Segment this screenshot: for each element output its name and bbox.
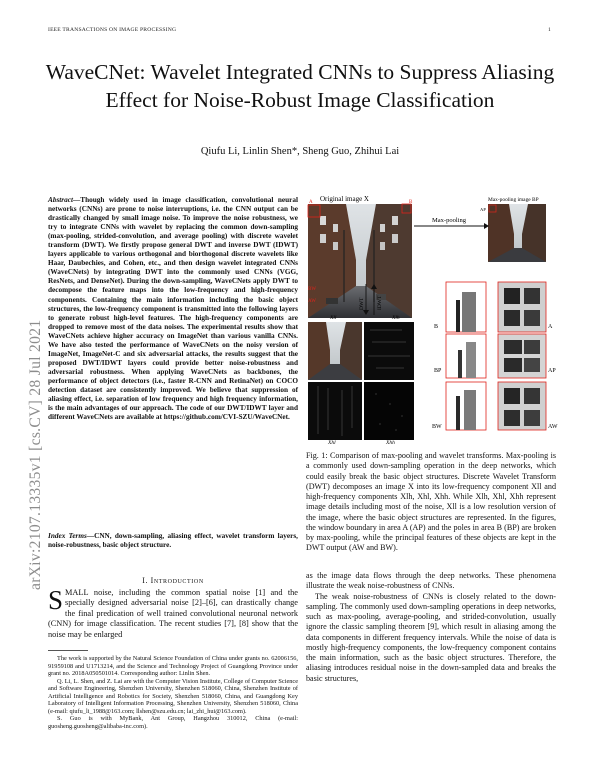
dwt-xhl-subband [308, 382, 362, 440]
index-terms-label: Index Terms [48, 532, 87, 540]
footnote-rule [48, 650, 88, 651]
right-paragraph-2: The weak noise-robustness of CNNs is closely related to the down-sampling. The commonly used down-sampling operations in deep networks, such as max-pooling, average-pooling, and strided-convolution, usually ignore the classic sampling theorem [9], which result in aliasing among the data components in different frequency intervals. While the noise of data is mostly high-frequency components, the low-frequency component contains the main information, such as the basic object structures. Therefore, the aliasing introduces residual noise in the down-sampled data and breaks the basic structures, [306, 591, 556, 683]
tag-b-top: B [409, 200, 413, 205]
dwt-label: DWT [359, 297, 365, 310]
dwt-xlh-subband [364, 322, 414, 380]
tag-xll: Xll [330, 315, 337, 321]
dwt-xll-subband [308, 322, 362, 380]
maxpool-street-image [488, 204, 546, 262]
tag-a-top: A [309, 200, 313, 205]
abstract [48, 196, 298, 422]
right-paragraph-1: as the image data flows through the deep networks. These phenomena illustrate the weak noise-robustness of CNNs. [306, 571, 556, 591]
footnote-funding: The work is supported by the Natural Science Foundation of China under grants no. 62006156, 91959108 and U1713214, and the Science and Technology Project of Guangdong Province under grant no. 2018A050501014. Corresponding author: Linlin Shen. [48, 655, 298, 677]
section-heading-text: I. Introduction [142, 576, 204, 585]
zoom-panel-ap [498, 334, 546, 378]
tag-xlh: Xlh [392, 315, 400, 321]
tag-xhl: Xhl [328, 440, 336, 446]
tag-a-panel: A [548, 324, 553, 330]
intro-text: noise, including the common spatial noise [1] and the specially designed adversarial noise [2]–[6], can drastically change the final predication of well trained convolutional neuronal network (CNN) for image classification. The recent studies [7], [8] show that the noise may be enlarged [48, 588, 298, 639]
right-column-text [306, 571, 556, 684]
footnotes [48, 655, 298, 730]
maxpool-image-label: Max-pooling image BP [488, 197, 539, 203]
abstract-label: Abstract [48, 196, 73, 204]
zoom-panel-b [446, 282, 486, 332]
tag-bw-left: BW [308, 287, 317, 292]
drop-cap: S [48, 585, 64, 615]
tag-aw-panel: AW [548, 424, 558, 430]
intro-lead: MALL [65, 588, 89, 597]
author-list: Qiufu Li, Linlin Shen*, Sheng Guo, Zhihui Lai [200, 146, 400, 157]
original-image-label: Original image X [320, 195, 369, 203]
page-number: 1 [548, 27, 551, 33]
figure-1 [306, 190, 556, 445]
tag-xhh: Xhh [386, 440, 395, 446]
running-header: IEEE TRANSACTIONS ON IMAGE PROCESSING [48, 27, 177, 33]
dwt-xhh-subband [364, 382, 414, 440]
tag-b-panel: B [434, 324, 439, 330]
section-heading [48, 576, 298, 585]
tag-bp-panel: BP [434, 368, 442, 374]
idwt-label: IDWT [377, 295, 383, 310]
intro-paragraph [48, 585, 298, 640]
tag-ap-top: AP [480, 207, 486, 212]
zoom-panel-bp [446, 334, 486, 378]
tag-bw-panel: BW [432, 424, 442, 430]
figure-caption: Fig. 1: Comparison of max-pooling and wavelet transforms. Max-pooling is a commonly used down-sampling operation in the deep networks, which could easily break the basic object structures. Discrete Wavelet Transform (DWT) decomposes an image X into its low-frequency component Xll and high-frequency components Xlh, Xhl, Xhh. While Xlh, Xhl, Xhh represent image details including most of the noise, Xll is a low resolution version of the image, where the basic object structures are represented. In the figures, the window boundary in area A (AP) and the poles in area B (BP) are broken by max-pooling, while the principal features of these objects are kept in the DWT output (AW and BW). [306, 451, 556, 553]
index-terms [48, 532, 298, 550]
footnote-affiliation: Q. Li, L. Shen, and Z. Lai are with the Computer Vision Institute, College of Computer Science and Software Engineering, Shenzhen University, Shenzhen 518060, China, Shenzhen Institute of Artificial Intelligence and Robotics for Society, Shenzhen 518060, China, and Guangdong Key Laboratory of Intelligent Information Processing, Shenzhen University, Shenzhen 518060, China (e-mail: qiufu_li_1988@163.com; llshen@szu.edu.cn; lai_zhi_hui@163.com). [48, 677, 298, 715]
maxpool-arrow-label: Max-pooling [432, 217, 466, 224]
abstract-text: —Though widely used in image classification, convolutional neural networks (CNNs) are prone to noise interruptions, i.e. the CNN output can be drastically changed by small image noise. To improve the noise robustness, we try to integrate CNNs with wavelet by replacing the common down-sampling (max-pooling, strided-convolution, and average pooling) with discrete wavelet transform (DWT). We firstly propose general DWT and inverse DWT (IDWT) layers applicable to various orthogonal and biorthogonal discrete wavelets like Haar, Daubechies, and Cohen, etc., and then design wavelet integrated CNNs (WaveCNets) by integrating DWT into the commonly used CNNs (VGG, ResNets, and DenseNet). During the down-sampling, WaveCNets apply DWT to decompose the feature maps into the low-frequency and high-frequency components. Containing the main information including the basic object structures, the low-frequency component is transmitted into the following layers to generate robust high-level features. The high-frequency components are dropped to remove most of the data noises. The experimental results show that WaveCNets achieve higher accuracy on ImageNet than various vanilla CNNs. We have also tested the performance of WaveCNets on the noisy version of ImageNet, ImageNet-C and six adversarial attacks, the results suggest that the proposed DWT/IDWT layers could provide better noise-robustness and adversarial robustness. When applying WaveCNets as backbones, the performance of object detectors (i.e., faster R-CNN and RetinaNet) on COCO detection dataset are consistently improved. We believe that suppression of aliasing effect, i.e. separation of low frequency and high frequency information, is the main advantages of our approach. The code of our DWT/IDWT layer and different WaveCNets are available at https://github.com/CVI-SZU/WaveCNet. [48, 196, 298, 422]
paper-title: WaveCNet: Wavelet Integrated CNNs to Suppress Aliasing Effect for Noise-Robust Image Classification [45, 60, 555, 112]
tag-aw-left: AW [308, 299, 316, 304]
footnote-guo: S. Guo is with MyBank, Ant Group, Hangzhou 310012, China (e-mail: guosheng.guosheng@alibaba-inc.com). [48, 715, 298, 730]
zoom-panel-bw [446, 382, 486, 430]
tag-ap-panel: AP [548, 368, 556, 374]
arxiv-stamp-text: arXiv:2107.13335v1 [cs.CV] 28 Jul 2021 [27, 319, 44, 590]
zoom-panel-aw [498, 382, 546, 430]
zoom-panel-a [498, 282, 546, 332]
index-terms-text: —CNN, down-sampling, aliasing effect, wavelet transform layers, noise-robustness, basic object structure. [48, 532, 298, 550]
